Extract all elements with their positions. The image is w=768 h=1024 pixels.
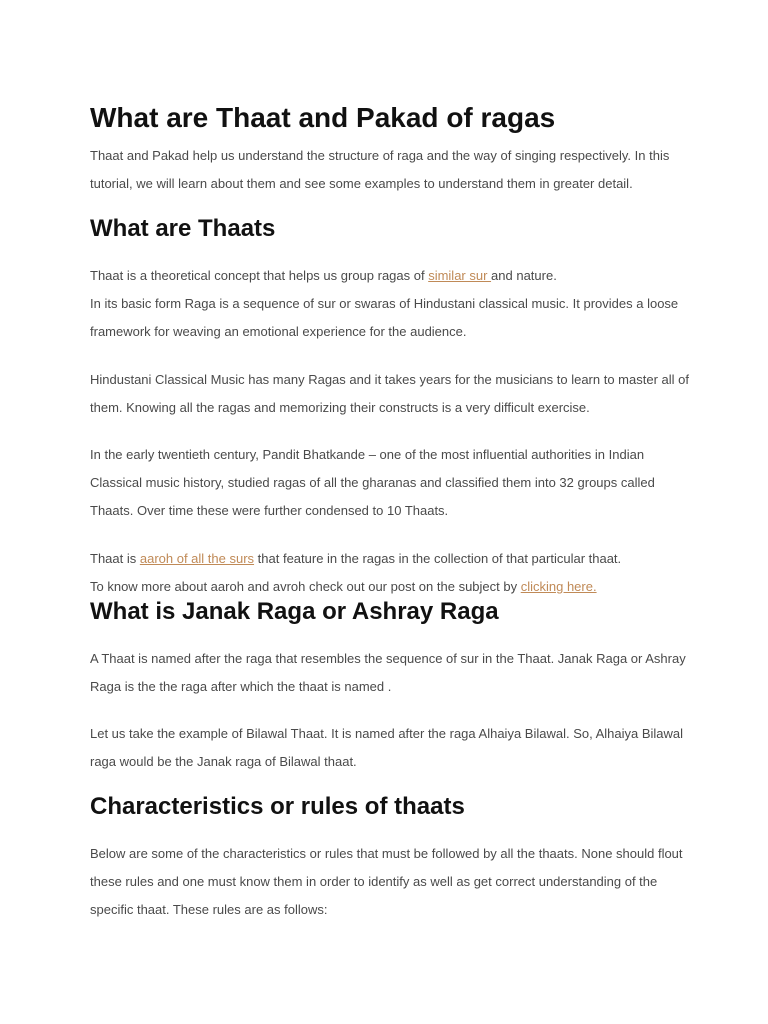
thaat-aaroh-text-before: Thaat is — [90, 551, 140, 566]
thaat-definition-text-before: Thaat is a theoretical concept that helps us group ragas of — [90, 268, 429, 283]
similar-sur-link[interactable]: similar sur — [428, 268, 492, 283]
heading-characteristics: Characteristics or rules of thaats — [90, 793, 465, 820]
page-title: What are Thaat and Pakad of ragas — [90, 102, 556, 133]
thaat-aaroh-text-after: that feature in the ragas in the collection of that particular thaat. — [254, 551, 622, 566]
ragas-mastery-paragraph: Hindustani Classical Music has many Ragas and it takes years for the musicians to learn to master all of them. Knowing all the ragas and memorizing their constructs is a very difficult exercise. — [90, 372, 689, 415]
thaat-definition-text-after: and nature. — [491, 268, 557, 283]
bhatkande-paragraph: In the early twentieth century, Pandit Bhatkande – one of the most influential authorities in Indian Classical music history, studied ragas of all the gharanas and classified them into 32 groups called Thaats. Over time these were further condensed to 10 Thaats. — [90, 447, 655, 518]
aaroh-of-all-surs-link[interactable]: aaroh of all the surs — [139, 551, 255, 566]
heading-what-are-thaats: What are Thaats — [90, 215, 276, 242]
clicking-here-link[interactable]: clicking here. — [520, 579, 597, 594]
thaat-aaroh-paragraph — [90, 545, 690, 573]
janak-raga-paragraph: A Thaat is named after the raga that resembles the sequence of sur in the Thaat. Janak Raga or Ashray Raga is the the raga after which the thaat is named . — [90, 651, 686, 694]
heading-janak-raga: What is Janak Raga or Ashray Raga — [90, 598, 499, 625]
raga-basic-form-paragraph: In its basic form Raga is a sequence of sur or swaras of Hindustani classical music. It provides a loose framework for weaving an emotional experience for the audience. — [90, 296, 679, 339]
rules-intro-paragraph: Below are some of the characteristics or rules that must be followed by all the thaats. None should flout these rules and one must know them in order to identify as well as get correct understanding of the specific thaat. These rules are as follows: — [90, 846, 683, 917]
bilawal-example-paragraph: Let us take the example of Bilawal Thaat. It is named after the raga Alhaiya Bilawal. So, Alhaiya Bilawal raga would be the Janak raga of Bilawal thaat. — [90, 726, 684, 769]
aaroh-avroh-text: To know more about aaroh and avroh check out our post on the subject by — [90, 579, 521, 594]
thaat-definition-paragraph — [90, 262, 690, 290]
intro-paragraph: Thaat and Pakad help us understand the structure of raga and the way of singing respectively. In this tutorial, we will learn about them and see some examples to understand them in greater detail. — [90, 148, 670, 191]
